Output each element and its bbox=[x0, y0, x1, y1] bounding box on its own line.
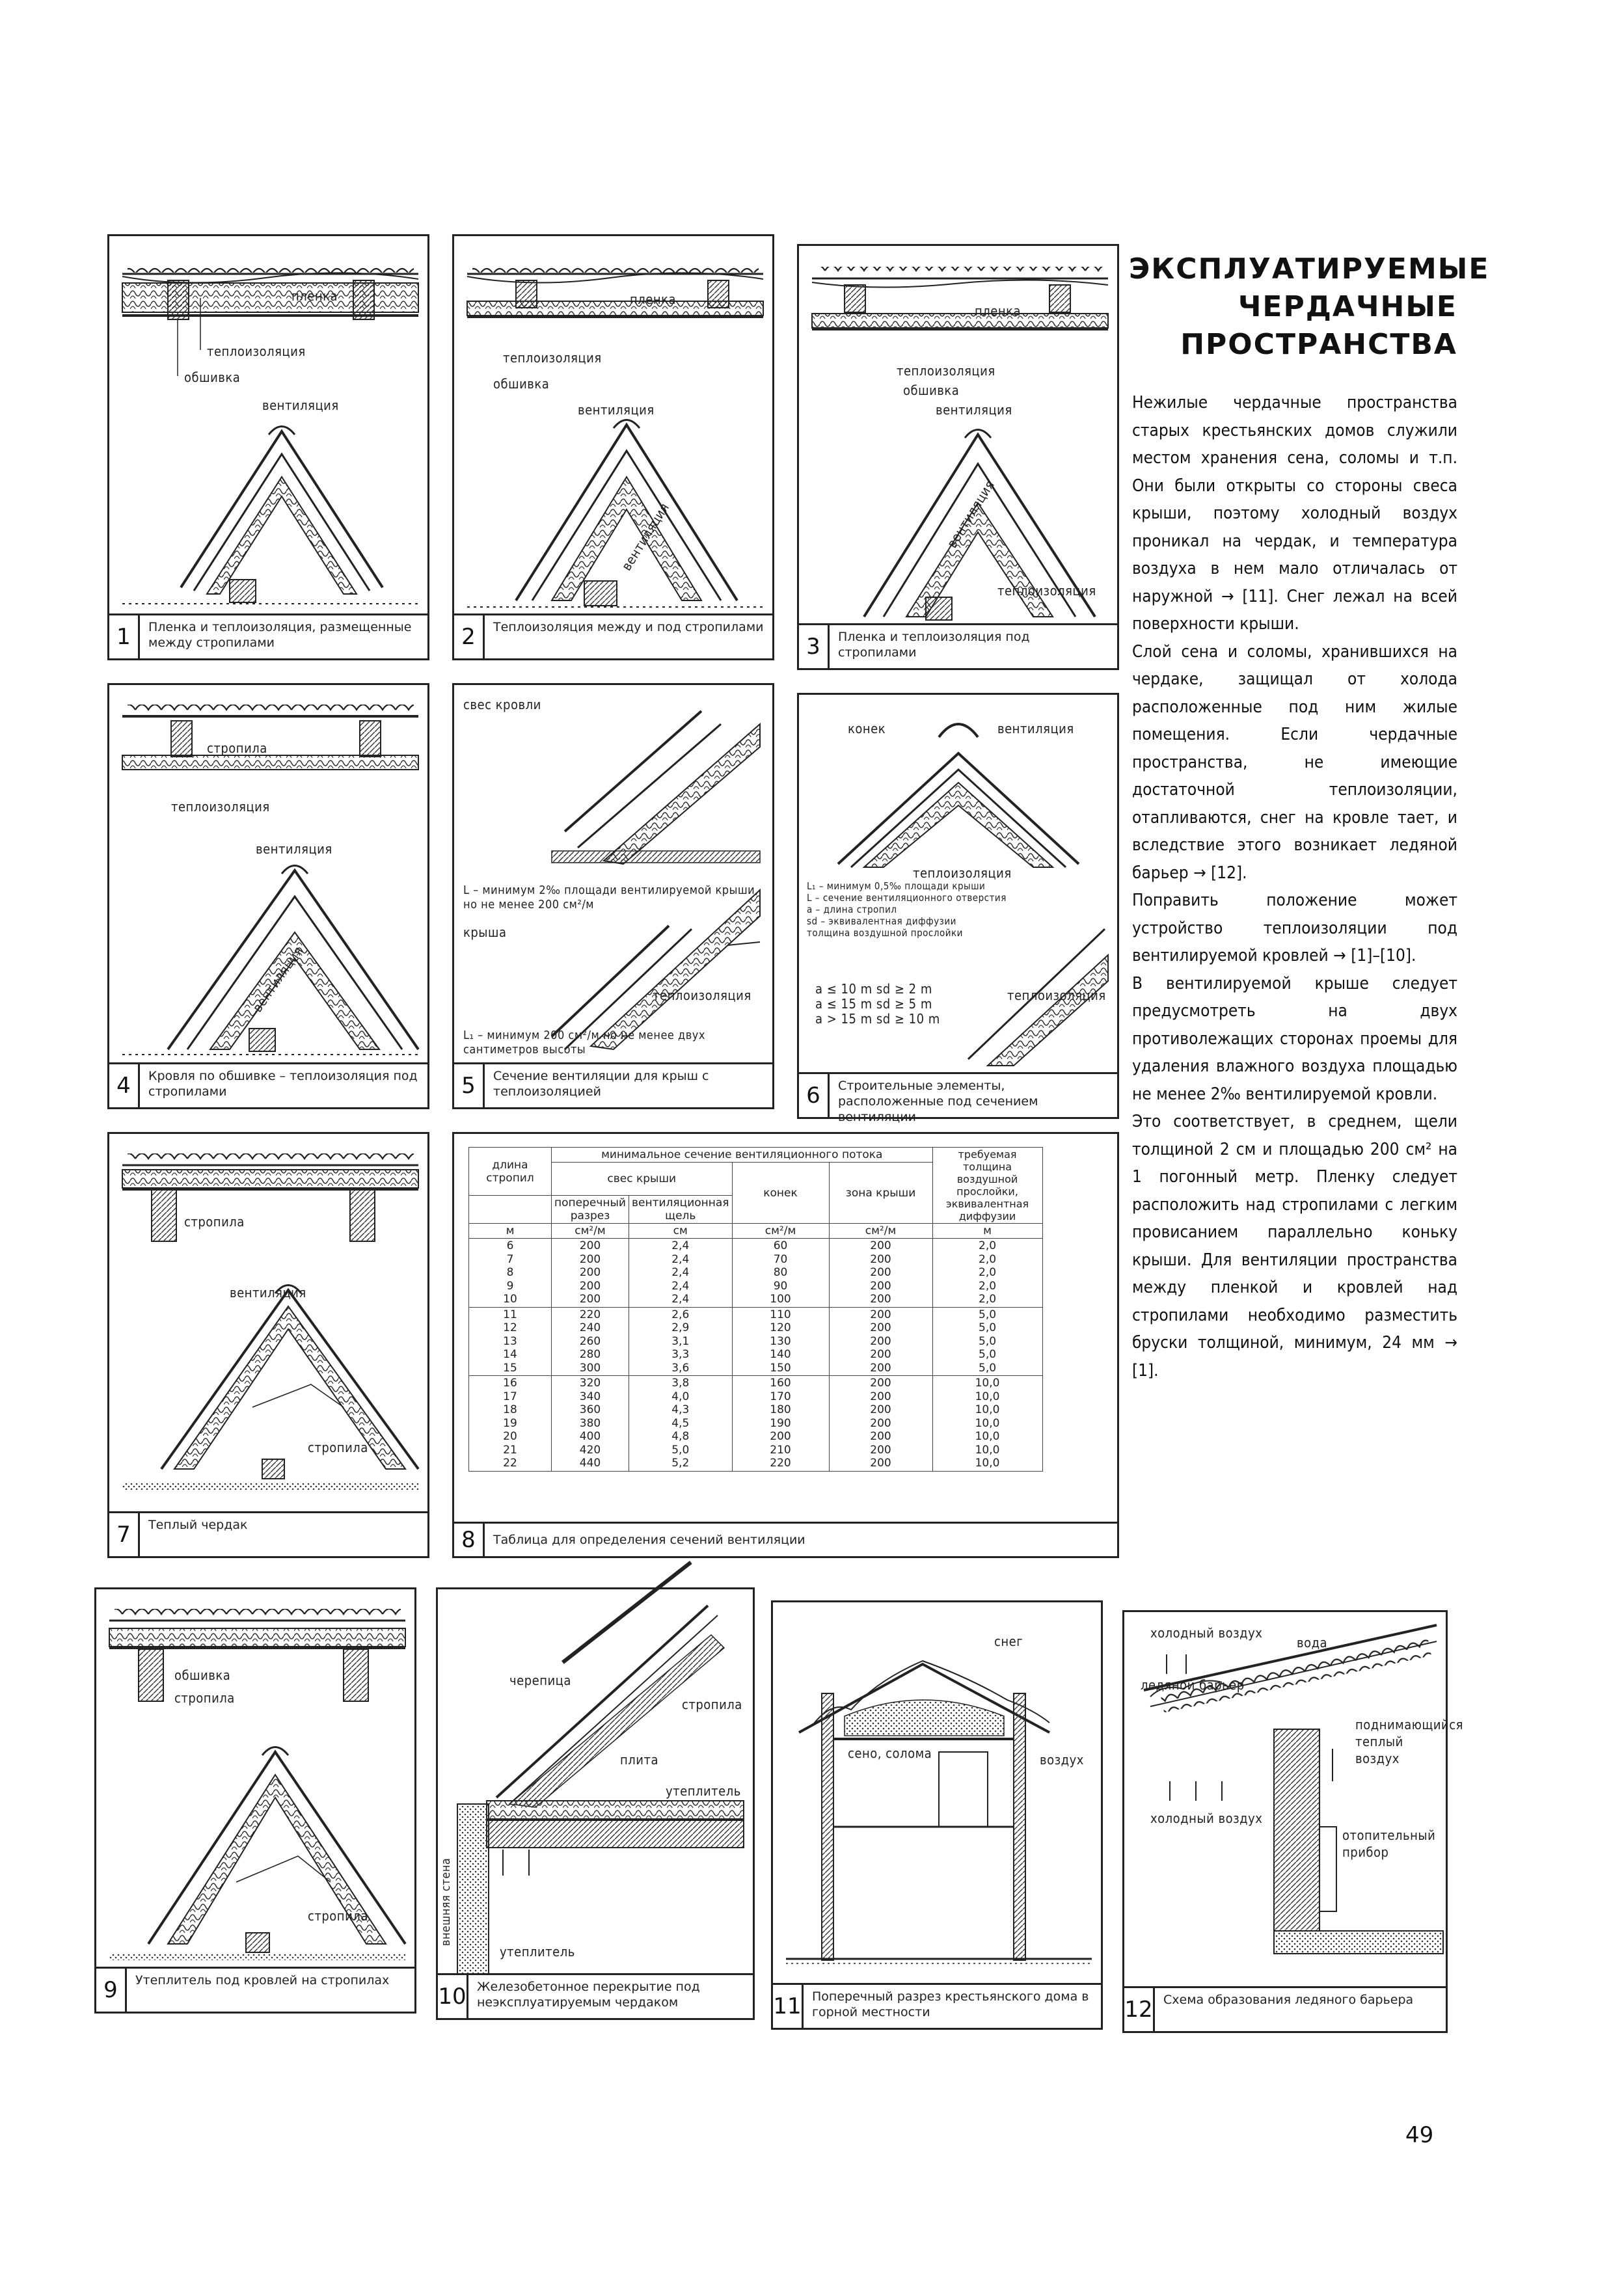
figure-number: 6 bbox=[799, 1074, 830, 1117]
figure-2-label: вентиляция bbox=[618, 500, 673, 574]
figure-6-label: a > 15 m sd ≥ 10 m bbox=[815, 1011, 940, 1027]
figure-10-drawing bbox=[438, 1589, 757, 2022]
figure-4-label: теплоизоляция bbox=[171, 799, 270, 815]
table-cell: 320 340 360 380 400 420 440 bbox=[552, 1376, 629, 1472]
figure-caption-text: Пленка и теплоизоляция, размещенные между стропилами bbox=[148, 620, 412, 650]
figure-3-caption bbox=[799, 623, 1117, 668]
figure-11-label: сено, солома bbox=[848, 1745, 932, 1761]
figure-5-caption bbox=[454, 1062, 772, 1107]
figure-caption-text: Теплоизоляция между и под стропилами bbox=[493, 620, 764, 634]
figure-number: 3 bbox=[799, 625, 830, 668]
figure-caption-text: Утеплитель под кровлей на стропилах bbox=[135, 1973, 390, 1987]
figure-7-caption bbox=[109, 1511, 427, 1556]
table-cell: 2,4 2,4 2,4 2,4 2,4 bbox=[629, 1239, 733, 1308]
figure-10-caption bbox=[438, 1973, 753, 2018]
figure-caption-text: Схема образования ледяного барьера bbox=[1163, 1993, 1414, 2007]
table-cell: 160 170 180 190 200 210 220 bbox=[732, 1376, 829, 1472]
figure-number: 5 bbox=[454, 1064, 485, 1107]
table-cell: 2,0 2,0 2,0 2,0 2,0 bbox=[932, 1239, 1042, 1308]
col-gap-header: вентиляционная щель bbox=[629, 1196, 733, 1224]
figure-caption-text: Строительные элементы, расположенные под сечением вентиляции bbox=[838, 1079, 1038, 1124]
figure-number: 9 bbox=[96, 1969, 127, 2012]
figure-4 bbox=[107, 683, 429, 1109]
figure-2-drawing bbox=[454, 236, 776, 662]
table-cell: 2,6 2,9 3,1 3,3 3,6 bbox=[629, 1307, 733, 1376]
figure-4-label: вентиляция bbox=[256, 841, 332, 857]
figure-7 bbox=[107, 1132, 429, 1558]
figure-7-label: стропила bbox=[184, 1214, 245, 1230]
col-length-header: длина стропил bbox=[469, 1148, 552, 1196]
figure-2-label: обшивка bbox=[493, 376, 550, 392]
figure-8 bbox=[452, 1132, 1119, 1558]
figure-2-label: вентиляция bbox=[578, 402, 655, 418]
unit-cell: м bbox=[932, 1224, 1042, 1239]
figure-7-label: стропила bbox=[308, 1440, 368, 1455]
unit-cell: см²/м bbox=[829, 1224, 932, 1239]
table-cell: 3,8 4,0 4,3 4,5 4,8 5,0 5,2 bbox=[629, 1376, 733, 1472]
figure-7-label: вентиляция bbox=[230, 1285, 306, 1300]
figure-8-caption bbox=[454, 1522, 1117, 1556]
figure-5-label: L₁ – минимум 200 см²/м но не менее двух сантиметров высоты bbox=[463, 1029, 705, 1057]
col-cross-header: поперечный разрез bbox=[552, 1196, 629, 1224]
unit-cell: см²/м bbox=[552, 1224, 629, 1239]
figure-number: 7 bbox=[109, 1513, 140, 1556]
paragraph: Это соответствует, в среднем, щели толщиной 2 см и площадью 200 см² на 1 погонный метр. Пленку следует расположить над стропилами с легким провисанием параллельно коньку крыши. Для вентиляции пространства между пленкой и кровлей над стропилами необходимо разместить бруски толщиной, минимум, 24 мм → [1]. bbox=[1132, 1112, 1457, 1381]
unit-cell: см bbox=[629, 1224, 733, 1239]
figure-9 bbox=[94, 1587, 416, 2014]
table-cell: 5,0 5,0 5,0 5,0 5,0 bbox=[932, 1307, 1042, 1376]
table-cell: 110 120 130 140 150 bbox=[732, 1307, 829, 1376]
figure-1-drawing bbox=[109, 236, 431, 662]
paragraph: Слой сена и соломы, хранившихся на чердаке, защищал от холода расположенные под ним жилые помещения. Если чердачные пространства, не имеющие достаточной теплоизоляции, отапливаются, снег на кровле тает, и вследствие этого возникает ледяной барьер → [12]. bbox=[1132, 641, 1457, 883]
figure-9-label: стропила bbox=[308, 1908, 368, 1924]
col-thick-header: требуемая толщина воздушной прослойки, эквивалентная диффузии bbox=[932, 1148, 1042, 1224]
figure-6-label: теплоизоляция bbox=[913, 865, 1012, 881]
table-row bbox=[469, 1307, 1043, 1376]
figure-5-label: крыша bbox=[463, 924, 507, 940]
figure-6-label: a ≤ 10 m sd ≥ 2 m bbox=[815, 981, 932, 997]
figure-11-label: воздух bbox=[1040, 1752, 1084, 1768]
figure-number: 2 bbox=[454, 615, 485, 658]
figure-1-caption bbox=[109, 613, 427, 658]
figure-number: 10 bbox=[438, 1975, 468, 2018]
figure-6-label: вентиляция bbox=[997, 721, 1074, 736]
figure-caption-text: Поперечный разрез крестьянского дома в горной местности bbox=[812, 1989, 1089, 2019]
figure-6-label: L₁ – минимум 0,5‰ площади крыши bbox=[807, 880, 986, 892]
page-title bbox=[1129, 250, 1490, 364]
figure-number: 8 bbox=[454, 1524, 485, 1556]
table-cell: 11 12 13 14 15 bbox=[469, 1307, 552, 1376]
paragraph: Нежилые чердачные пространства старых крестьянских домов служили местом хранения сена, соломы и т.п. Они были открыты со стороны свеса крыши, поэтому холодный воздух проникал на чердак, и температура воздуха в нем мало отличалась от наружной → [11]. Снег лежал на всей поверхности крыши. bbox=[1132, 393, 1457, 634]
col-ridge-header: конек bbox=[732, 1163, 829, 1224]
figure-6-label: L – сечение вентиляционного отверстия bbox=[807, 892, 1007, 904]
figure-1-label: пленка bbox=[291, 288, 338, 304]
paragraph: Поправить положение может устройство теплоизоляции под вентилируемой кровлей → [1]–[10]. bbox=[1132, 891, 1457, 965]
figure-9-label: стропила bbox=[174, 1690, 235, 1706]
figure-caption-text: Пленка и теплоизоляция под стропилами bbox=[838, 630, 1030, 660]
figure-11-caption bbox=[773, 1983, 1101, 2028]
title-line: ПРОСТРАНСТВА bbox=[1180, 328, 1457, 361]
page-number: 49 bbox=[1405, 2122, 1434, 2148]
figure-12 bbox=[1122, 1610, 1463, 2033]
figure-6-label: конек bbox=[848, 721, 886, 736]
table-top-header: минимальное сечение вентиляционного потока bbox=[552, 1148, 933, 1163]
figure-12-label: ледяной барьер bbox=[1141, 1677, 1245, 1693]
figure-9-caption bbox=[96, 1967, 414, 2012]
title-line: ЭКСПЛУАТИРУЕМЫЕ bbox=[1129, 252, 1490, 286]
figure-3-label: теплоизоляция bbox=[997, 583, 1096, 599]
figure-12-label: отопительный прибор bbox=[1342, 1827, 1436, 1860]
figure-9-drawing bbox=[96, 1589, 418, 2015]
table-cell: 60 70 80 90 100 bbox=[732, 1239, 829, 1308]
figure-10-label: черепица bbox=[509, 1673, 571, 1688]
figure-6-label: теплоизоляция bbox=[1007, 988, 1106, 1003]
figure-5-label: L – минимум 2‰ площади вентилируемой крыши, но не менее 200 см²/м bbox=[463, 883, 759, 911]
figure-11-label: снег bbox=[994, 1634, 1023, 1649]
col-eave-group-header: свес крыши bbox=[552, 1163, 733, 1196]
figure-number: 1 bbox=[109, 615, 140, 658]
table-cell: 200 200 200 200 200 bbox=[829, 1307, 932, 1376]
figure-caption-text: Сечение вентиляции для крыш с теплоизоляцией bbox=[493, 1069, 709, 1099]
figure-12-label: холодный воздух bbox=[1150, 1625, 1263, 1641]
figure-11-drawing bbox=[773, 1602, 1105, 2032]
table-cell: 200 200 200 200 200 200 200 bbox=[829, 1376, 932, 1472]
table-cell: 10,0 10,0 10,0 10,0 10,0 10,0 10,0 bbox=[932, 1376, 1042, 1472]
table-row bbox=[469, 1376, 1043, 1472]
figure-5-label: свес кровли bbox=[463, 697, 541, 712]
figure-caption-text: Кровля по обшивке – теплоизоляция под стропилами bbox=[148, 1069, 418, 1099]
ventilation-table bbox=[468, 1147, 1043, 1472]
figure-12-label: холодный воздух bbox=[1150, 1811, 1263, 1826]
figure-10 bbox=[436, 1587, 755, 2020]
table-cell: 200 200 200 200 200 bbox=[829, 1239, 932, 1308]
figure-6 bbox=[797, 693, 1119, 1124]
figure-1-label: вентиляция bbox=[262, 397, 339, 413]
figure-3-label: вентиляция bbox=[936, 402, 1012, 418]
figure-10-label: стропила bbox=[682, 1697, 742, 1712]
figure-number: 4 bbox=[109, 1064, 140, 1107]
figure-11 bbox=[771, 1600, 1103, 2030]
figure-12-caption bbox=[1124, 1986, 1446, 2031]
figure-3-label: пленка bbox=[975, 303, 1022, 319]
figure-2 bbox=[452, 234, 774, 660]
figure-6-label: a – длина стропил bbox=[807, 904, 897, 915]
figure-4-caption bbox=[109, 1062, 427, 1107]
unit-cell: см²/м bbox=[732, 1224, 829, 1239]
figure-5-label: теплоизоляция bbox=[653, 988, 751, 1003]
figure-2-caption bbox=[454, 613, 772, 658]
figure-2-label: теплоизоляция bbox=[503, 350, 602, 366]
table-cell: 6 7 8 9 10 bbox=[469, 1239, 552, 1308]
figure-3-label: вентиляция bbox=[943, 477, 998, 551]
figure-3-drawing bbox=[799, 246, 1121, 672]
figure-4-drawing bbox=[109, 685, 431, 1111]
figure-caption-text: Железобетонное перекрытие под неэксплуатируемым чердаком bbox=[477, 1980, 700, 2010]
table-cell: 200 200 200 200 200 bbox=[552, 1239, 629, 1308]
figure-3 bbox=[797, 244, 1119, 670]
body-text bbox=[1132, 389, 1457, 1384]
figure-1 bbox=[107, 234, 429, 660]
figure-number: 12 bbox=[1124, 1988, 1155, 2031]
figure-10-label: внешняя стена bbox=[439, 1857, 453, 1946]
title-line: ЧЕРДАЧНЫЕ bbox=[1238, 290, 1457, 323]
figure-5 bbox=[452, 683, 774, 1109]
col-zone-header: зона крыши bbox=[829, 1163, 932, 1224]
figure-10-label: утеплитель bbox=[500, 1944, 575, 1960]
paragraph: В вентилируемой крыше следует предусмотреть на двух противолежащих сторонах проемы для удаления влажного воздуха площадью не менее 2‰ вентилируемой кровли. bbox=[1132, 973, 1457, 1104]
col-length-blank bbox=[469, 1196, 552, 1224]
figure-3-label: обшивка bbox=[903, 383, 960, 398]
figure-6-caption bbox=[799, 1072, 1117, 1124]
figure-2-label: пленка bbox=[630, 291, 677, 307]
figure-number: 11 bbox=[773, 1985, 804, 2028]
figure-12-label: вода bbox=[1297, 1635, 1328, 1650]
figure-1-label: теплоизоляция bbox=[207, 344, 306, 359]
figure-10-label: утеплитель bbox=[666, 1783, 741, 1799]
figure-4-label: стропила bbox=[207, 740, 267, 756]
table-cell: 220 240 260 280 300 bbox=[552, 1307, 629, 1376]
table-row bbox=[469, 1239, 1043, 1308]
figure-3-label: теплоизоляция bbox=[897, 363, 995, 379]
unit-cell: м bbox=[469, 1224, 552, 1239]
figure-9-label: обшивка bbox=[174, 1667, 231, 1683]
figure-10-label: плита bbox=[620, 1752, 658, 1768]
figure-4-label: вентиляция bbox=[249, 943, 306, 1016]
figure-caption-text: Теплый чердак bbox=[148, 1518, 248, 1532]
figure-1-label: обшивка bbox=[184, 370, 241, 385]
figure-12-label: поднимающийся теплый воздух bbox=[1355, 1717, 1463, 1766]
table-cell: 16 17 18 19 20 21 22 bbox=[469, 1376, 552, 1472]
figure-7-drawing bbox=[109, 1134, 431, 1560]
figure-6-label: sd – эквивалентная диффузии толщина воздушной прослойки bbox=[807, 915, 963, 939]
figure-6-label: a ≤ 15 m sd ≥ 5 m bbox=[815, 996, 932, 1012]
figure-caption-text: Таблица для определения сечений вентиляции bbox=[493, 1533, 805, 1547]
